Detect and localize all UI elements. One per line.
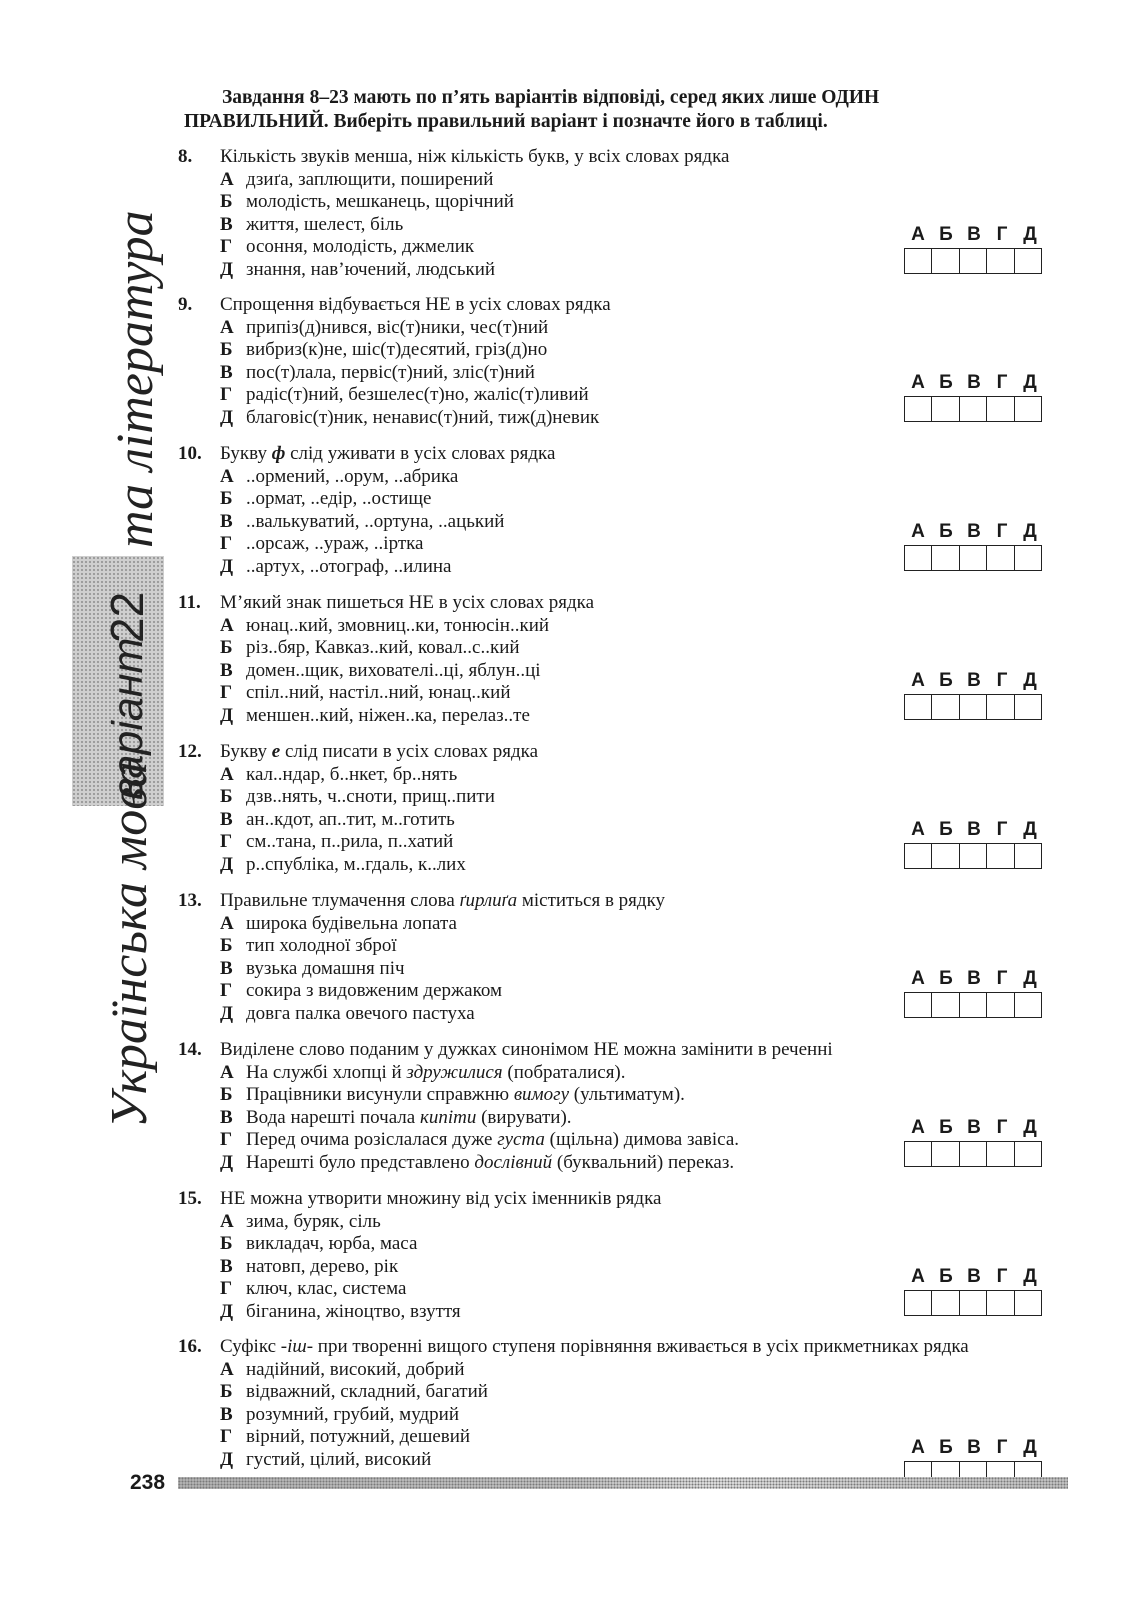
answer-cell-b[interactable] — [932, 993, 959, 1017]
option-letter: Г — [220, 682, 233, 704]
option-letter: Г — [220, 236, 233, 258]
question-stem: Кількість звуків менша, ніж кількість букв, у всіх словах рядка — [220, 146, 730, 167]
answer-cell-a[interactable] — [905, 695, 932, 719]
option-b — [178, 488, 1058, 511]
instructions-line-1: Завдання 8–23 мають по п’ять варіантів відповіді, серед яких лише ОДИН — [222, 87, 880, 108]
question-stem: НЕ можна утворити множину від усіх іменників рядка — [220, 1188, 662, 1209]
sidebar-subject-literature: та література — [107, 210, 164, 548]
option-text: різ..бяр, Кавказ..кий, ковал..с..кий — [246, 637, 520, 659]
option-letter: Д — [220, 1300, 234, 1322]
option-text: осоння, молодість, джмелик — [246, 236, 475, 258]
option-letter: Б — [220, 1233, 233, 1255]
option-letter: Г — [220, 384, 233, 406]
answer-cell-v[interactable] — [960, 844, 987, 868]
answer-cell-g[interactable] — [987, 397, 1014, 421]
option-letter: Б — [220, 191, 233, 213]
page-footer — [130, 1471, 1070, 1494]
option-text: благовіс(т)ник, ненавис(т)ний, тиж(д)невик — [246, 406, 600, 428]
option-text: ..орсаж, ..ураж, ..іртка — [246, 533, 424, 555]
answer-grid-header: А Б В Г Д — [911, 1266, 1037, 1287]
option-text: На службі хлопці й здружилися (побраталися). — [246, 1061, 626, 1083]
option-text: радіс(т)ний, безшелес(т)но, жаліс(т)ливий — [246, 384, 589, 406]
option-letter: В — [220, 1255, 233, 1277]
answer-cell-a[interactable] — [905, 249, 932, 273]
answer-cell-d[interactable] — [1015, 397, 1041, 421]
option-letter: Д — [220, 704, 234, 726]
option-text: см..тана, п..рила, п..хатий — [246, 831, 454, 853]
option-letter: Д — [220, 406, 234, 428]
answer-cell-a[interactable] — [905, 993, 932, 1017]
option-text: ан..кдот, ап..тит, м..готить — [246, 808, 455, 830]
option-letter: В — [220, 361, 233, 383]
answer-cell-a[interactable] — [905, 844, 932, 868]
answer-grid-header: А Б В Г Д — [911, 670, 1037, 691]
question-stem: Виділене слово поданим у дужках синонімом НЕ можна замінити в реченні — [220, 1039, 833, 1060]
answer-cell-g[interactable] — [987, 695, 1014, 719]
option-letter: А — [220, 316, 234, 338]
option-text: вузька домашня піч — [246, 957, 405, 979]
answer-grid-13 — [904, 968, 1044, 1018]
question-number: 11. — [178, 592, 201, 613]
option-a — [178, 1359, 1058, 1382]
answer-grid-11 — [904, 670, 1044, 720]
option-letter: В — [220, 659, 233, 681]
option-text: життя, шелест, біль — [246, 213, 404, 235]
answer-cell-a[interactable] — [905, 1142, 932, 1166]
answer-cell-v[interactable] — [960, 249, 987, 273]
answer-cell-d[interactable] — [1015, 1291, 1041, 1315]
option-text: молодість, мешканець, щорічний — [246, 191, 514, 213]
question-number: 15. — [178, 1188, 202, 1209]
answer-cell-g[interactable] — [987, 249, 1014, 273]
option-b — [178, 339, 1058, 362]
option-text: зима, буряк, сіль — [246, 1210, 381, 1232]
answer-cell-v[interactable] — [960, 546, 987, 570]
question-stem: Спрощення відбувається НЕ в усіх словах рядка — [220, 294, 611, 315]
option-b — [178, 935, 1058, 958]
question-number: 14. — [178, 1039, 202, 1060]
question-number: 10. — [178, 443, 202, 464]
answer-cell-a[interactable] — [905, 546, 932, 570]
answer-cell-v[interactable] — [960, 1291, 987, 1315]
sidebar-subject-language: Українська мова — [101, 761, 158, 1128]
answer-cell-b[interactable] — [932, 1142, 959, 1166]
answer-cell-b[interactable] — [932, 546, 959, 570]
option-letter: Б — [220, 1381, 233, 1403]
option-letter: Г — [220, 980, 233, 1002]
answer-cell-d[interactable] — [1015, 695, 1041, 719]
answer-cell-g[interactable] — [987, 1142, 1014, 1166]
option-letter: А — [220, 763, 234, 785]
sidebar-variant-number: 22 — [101, 591, 153, 643]
option-letter: Г — [220, 1129, 233, 1151]
answer-grid-header: А Б В Г Д — [911, 1117, 1037, 1138]
option-text: надійний, високий, добрий — [246, 1358, 465, 1380]
option-text: ..ормат, ..едір, ..остище — [246, 488, 432, 510]
option-a — [178, 466, 1058, 489]
question-stem: Букву ф слід уживати в усіх словах рядка — [220, 443, 556, 464]
option-letter: Б — [220, 1084, 233, 1106]
answer-cell-b[interactable] — [932, 844, 959, 868]
option-letter: В — [220, 808, 233, 830]
option-letter: Б — [220, 786, 233, 808]
option-text: Вода нарешті почала кипіти (вирувати). — [246, 1106, 572, 1128]
option-text: викладач, юрба, маса — [246, 1233, 418, 1255]
answer-cell-d[interactable] — [1015, 249, 1041, 273]
answer-cell-g[interactable] — [987, 1291, 1014, 1315]
question-stem: Правильне тлумачення слова ґирлиґа міститься в рядку — [220, 890, 666, 911]
answer-cell-d[interactable] — [1015, 993, 1041, 1017]
question-stem: Букву е слід писати в усіх словах рядка — [220, 741, 538, 762]
answer-grid-header: А Б В Г Д — [911, 819, 1037, 840]
answer-cell-b[interactable] — [932, 1291, 959, 1315]
instructions-line-2: ПРАВИЛЬНИЙ. Виберіть правильний варіант і позначте його в таблиці. — [184, 111, 828, 132]
sidebar-variant-label: варіант — [104, 637, 152, 800]
option-letter: Г — [220, 831, 233, 853]
option-b — [178, 191, 1058, 214]
option-letter: Д — [220, 1448, 234, 1470]
answer-cell-v[interactable] — [960, 1142, 987, 1166]
option-letter: А — [220, 912, 234, 934]
option-letter: Г — [220, 533, 233, 555]
option-letter: А — [220, 465, 234, 487]
option-b — [178, 637, 1058, 660]
answer-cell-d[interactable] — [1015, 546, 1041, 570]
option-text: вибриз(к)не, шіс(т)десятий, гріз(д)но — [246, 339, 548, 361]
option-text: широка будівельна лопата — [246, 912, 457, 934]
answer-grid-9 — [904, 372, 1044, 422]
option-letter: В — [220, 213, 233, 235]
answer-grid-header: А Б В Г Д — [911, 372, 1037, 393]
option-letter: Б — [220, 488, 233, 510]
option-text: кал..ндар, б..нкет, бр..нять — [246, 763, 458, 785]
option-b — [178, 1084, 1058, 1107]
option-text: густий, цілий, високий — [246, 1448, 432, 1470]
question-number: 16. — [178, 1336, 202, 1357]
option-text: ..артух, ..отограф, ..илина — [246, 555, 452, 577]
option-text: припіз(д)нився, віс(т)ники, чес(т)ний — [246, 316, 549, 338]
answer-grid-header: А Б В Г Д — [911, 521, 1037, 542]
option-a — [178, 1062, 1058, 1085]
answer-grid-10 — [904, 521, 1044, 571]
option-letter: А — [220, 1210, 234, 1232]
question-number: 12. — [178, 741, 202, 762]
option-a — [178, 169, 1058, 192]
option-text: сокира з видовженим держаком — [246, 980, 503, 1002]
question-stem: Суфікс -іш- при творенні вищого ступеня порівняння вживається в усіх прикметниках рядка — [220, 1336, 969, 1357]
answer-cell-v[interactable] — [960, 695, 987, 719]
option-letter: Д — [220, 1002, 234, 1024]
option-text: довга палка овечого пастуха — [246, 1002, 475, 1024]
option-text: знання, нав’ючений, людський — [246, 258, 496, 280]
option-letter: Б — [220, 935, 233, 957]
option-text: домен..щик, вихователі..ці, яблун..ці — [246, 659, 541, 681]
option-letter: Г — [220, 1278, 233, 1300]
answer-cell-g[interactable] — [987, 844, 1014, 868]
option-a — [178, 317, 1058, 340]
option-text: ключ, клас, система — [246, 1278, 407, 1300]
answer-cell-d[interactable] — [1015, 844, 1041, 868]
answer-grid-15 — [904, 1266, 1044, 1316]
option-letter: Г — [220, 1426, 233, 1448]
option-text: дзв..нять, ч..сноти, прищ..пити — [246, 786, 495, 808]
answer-cell-b[interactable] — [932, 249, 959, 273]
option-v — [178, 1404, 1058, 1427]
option-letter: Д — [220, 853, 234, 875]
option-text: ..валькуватий, ..ортуна, ..ацький — [246, 510, 505, 532]
answer-cell-g[interactable] — [987, 546, 1014, 570]
option-text: відважний, складний, багатий — [246, 1381, 488, 1403]
answer-cell-v[interactable] — [960, 993, 987, 1017]
option-text: Нарешті було представлено дослівний (буквальний) переказ. — [246, 1151, 735, 1173]
option-letter: Д — [220, 258, 234, 280]
option-letter: В — [220, 957, 233, 979]
option-letter: А — [220, 168, 234, 190]
option-letter: Д — [220, 1151, 234, 1173]
answer-grid-8 — [904, 224, 1044, 274]
option-letter: Б — [220, 339, 233, 361]
option-letter: В — [220, 510, 233, 532]
question-number: 9. — [178, 294, 193, 315]
option-a — [178, 1211, 1058, 1234]
option-letter: Б — [220, 637, 233, 659]
option-text: ..ормений, ..орум, ..абрика — [246, 465, 459, 487]
answer-cell-d[interactable] — [1015, 1142, 1041, 1166]
option-text: вірний, потужний, дешевий — [246, 1426, 471, 1448]
option-letter: В — [220, 1106, 233, 1128]
answer-grid-14 — [904, 1117, 1044, 1167]
option-letter: А — [220, 614, 234, 636]
option-b — [178, 1233, 1058, 1256]
option-text: дзиґа, заплющити, поширений — [246, 168, 494, 190]
option-text: натовп, дерево, рік — [246, 1255, 399, 1277]
footer-strip — [178, 1477, 1068, 1489]
answer-grid-header: А Б В Г Д — [911, 1437, 1037, 1458]
option-letter: Д — [220, 555, 234, 577]
answer-cell-g[interactable] — [987, 993, 1014, 1017]
option-text: розумний, грубий, мудрий — [246, 1403, 460, 1425]
instructions — [184, 86, 1052, 134]
option-text: меншен..кий, ніжен..ка, перелаз..те — [246, 704, 530, 726]
option-letter: А — [220, 1358, 234, 1380]
option-b — [178, 1381, 1058, 1404]
answer-cell-b[interactable] — [932, 695, 959, 719]
option-letter: А — [220, 1061, 234, 1083]
option-text: р..спубліка, м..гдаль, к..лих — [246, 853, 466, 875]
option-text: біганина, жіноцтво, взуття — [246, 1300, 461, 1322]
option-text: спіл..ний, настіл..ний, юнац..кий — [246, 682, 511, 704]
answer-cell-b[interactable] — [932, 397, 959, 421]
option-text: Працівники висунули справжню вимогу (ультиматум). — [246, 1084, 685, 1106]
answer-cell-v[interactable] — [960, 397, 987, 421]
answer-grid-header: А Б В Г Д — [911, 968, 1037, 989]
option-text: тип холодної зброї — [246, 935, 397, 957]
option-letter: В — [220, 1403, 233, 1425]
page-number: 238 — [130, 1471, 166, 1494]
option-text: Перед очима розіслалася дуже густа (щільна) димова завіса. — [246, 1129, 740, 1151]
question-stem: М’який знак пишеться НЕ в усіх словах рядка — [220, 592, 595, 613]
option-a — [178, 913, 1058, 936]
question-number: 13. — [178, 890, 202, 911]
question-number: 8. — [178, 146, 193, 167]
answer-grid-header: А Б В Г Д — [911, 224, 1037, 245]
answer-cell-a[interactable] — [905, 397, 932, 421]
option-text: юнац..кий, змовниц..ки, тонюсін..кий — [246, 614, 550, 636]
option-b — [178, 786, 1058, 809]
option-a — [178, 615, 1058, 638]
answer-cell-a[interactable] — [905, 1291, 932, 1315]
option-a — [178, 764, 1058, 787]
option-text: пос(т)лала, первіс(т)ний, зліс(т)ний — [246, 361, 535, 383]
answer-grid-12 — [904, 819, 1044, 869]
